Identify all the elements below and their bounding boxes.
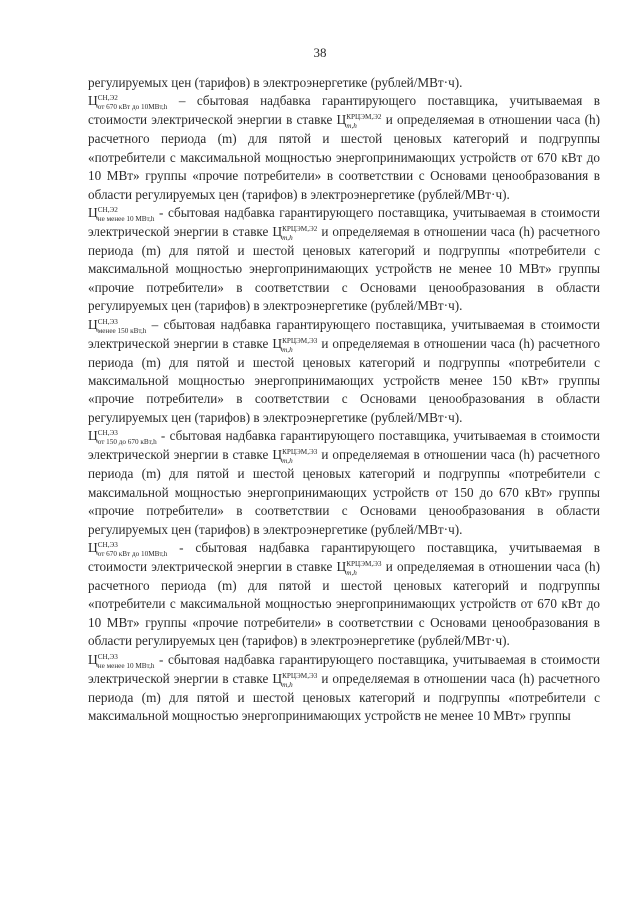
- definition-text: и определяемая в отношении часа (h) расчетного периода (m) для пятой и шестой ценовых категорий и подгруппы «потребители с максимальной мощностью энергопринимающих устройств не менее 10 МВт» группы: [88, 670, 600, 723]
- definition-entry: [88, 316, 600, 428]
- tariff-symbol: Ц СН,Э2 от 670 кВт до 10МВт,h: [88, 93, 168, 112]
- definition-text: - сбытовая надбавка гарантирующего поставщика, учитываемая в стоимости электрической энергии в ставке: [88, 205, 600, 240]
- definition-text: – сбытовая надбавка гарантирующего поставщика, учитываемая в стоимости электрической энергии в ставке: [88, 93, 600, 128]
- definition-entry: [88, 92, 600, 204]
- page-number: 38: [313, 45, 327, 60]
- definition-text: – сбытовая надбавка гарантирующего поставщика, учитываемая в стоимости электрической энергии в ставке: [88, 316, 600, 351]
- definition-entry: [88, 539, 600, 651]
- definition-entry: [88, 204, 600, 316]
- rate-symbol: Ц КРЦЭМ,Э3 m,h: [336, 558, 382, 577]
- tariff-symbol: Ц СН,Э3 менее 150 кВт,h: [88, 316, 147, 335]
- tariff-symbol: Ц СН,Э2 не менее 10 МВт,h: [88, 205, 155, 224]
- rate-symbol: Ц КРЦЭМ,Э3 m,h: [272, 670, 318, 689]
- rate-symbol: Ц КРЦЭМ,Э2 m,h: [336, 112, 382, 131]
- rate-symbol: Ц КРЦЭМ,Э2 m,h: [272, 224, 318, 243]
- definition-text: и определяемая в отношении часа (h) расчетного периода (m) для пятой и шестой ценовых категорий и подгруппы «потребители с максимальной мощностью энергопринимающих устройств от 150 до 670 кВт» группы «прочие потребители» в соответствии с Основами ценообразования в области регулируемых цен (тарифов) в электроэнергетике (рублей/МВт·ч).: [88, 447, 600, 537]
- definition-text: - сбытовая надбавка гарантирующего поставщика, учитываемая в стоимости электрической энергии в ставке: [88, 428, 600, 463]
- document-body: [88, 74, 600, 725]
- tariff-symbol: Ц СН,Э3 от 670 кВт до 10МВт,h: [88, 539, 168, 558]
- definition-entry: [88, 651, 600, 726]
- definition-text: и определяемая в отношении часа (h) расчетного периода (m) для пятой и шестой ценовых категорий и подгруппы «потребители с максимальной мощностью энергопринимающих устройств менее 150 кВт» группы «прочие потребители» в соответствии с Основами ценообразования в области регулируемых цен (тарифов) в электроэнергетике (рублей/МВт·ч).: [88, 335, 600, 425]
- definition-text: - сбытовая надбавка гарантирующего поставщика, учитываемая в стоимости электрической энергии в ставке: [88, 651, 600, 686]
- rate-symbol: Ц КРЦЭМ,Э3 m,h: [272, 447, 318, 466]
- definition-entry: [88, 427, 600, 539]
- definition-text: и определяемая в отношении часа (h) расчетного периода (m) для пятой и шестой ценовых категорий и подгруппы «потребители с максимальной мощностью энергопринимающих устройств от 670 кВт до 10 МВт» группы «прочие потребители» в соответствии с Основами ценообразования в области регулируемых цен (тарифов) в электроэнергетике (рублей/МВт·ч).: [88, 112, 600, 202]
- continued-paragraph-tail: регулируемых цен (тарифов) в электроэнергетике (рублей/МВт·ч).: [88, 75, 463, 90]
- tariff-symbol: Ц СН,Э3 от 150 до 670 кВт,h: [88, 428, 157, 447]
- definition-text: - сбытовая надбавка гарантирующего поставщика, учитываемая в стоимости электрической энергии в ставке: [88, 539, 600, 574]
- definition-text: и определяемая в отношении часа (h) расчетного периода (m) для пятой и шестой ценовых категорий и подгруппы «потребители с максимальной мощностью энергопринимающих устройств от 670 кВт до 10 МВт» группы «прочие потребители» в соответствии с Основами ценообразования в области регулируемых цен (тарифов) в электроэнергетике (рублей/МВт·ч).: [88, 558, 600, 649]
- definition-text: и определяемая в отношении часа (h) расчетного периода (m) для пятой и шестой ценовых категорий и подгруппы «потребители с максимальной мощностью энергопринимающих устройств не менее 10 МВт» группы «прочие потребители» в соответствии с Основами ценообразования в области регулируемых цен (тарифов) в электроэнергетике (рублей/МВт·ч).: [88, 224, 600, 314]
- tariff-symbol: Ц СН,Э3 не менее 10 МВт,h: [88, 651, 155, 670]
- rate-symbol: Ц КРЦЭМ,Э3 m,h: [272, 335, 318, 354]
